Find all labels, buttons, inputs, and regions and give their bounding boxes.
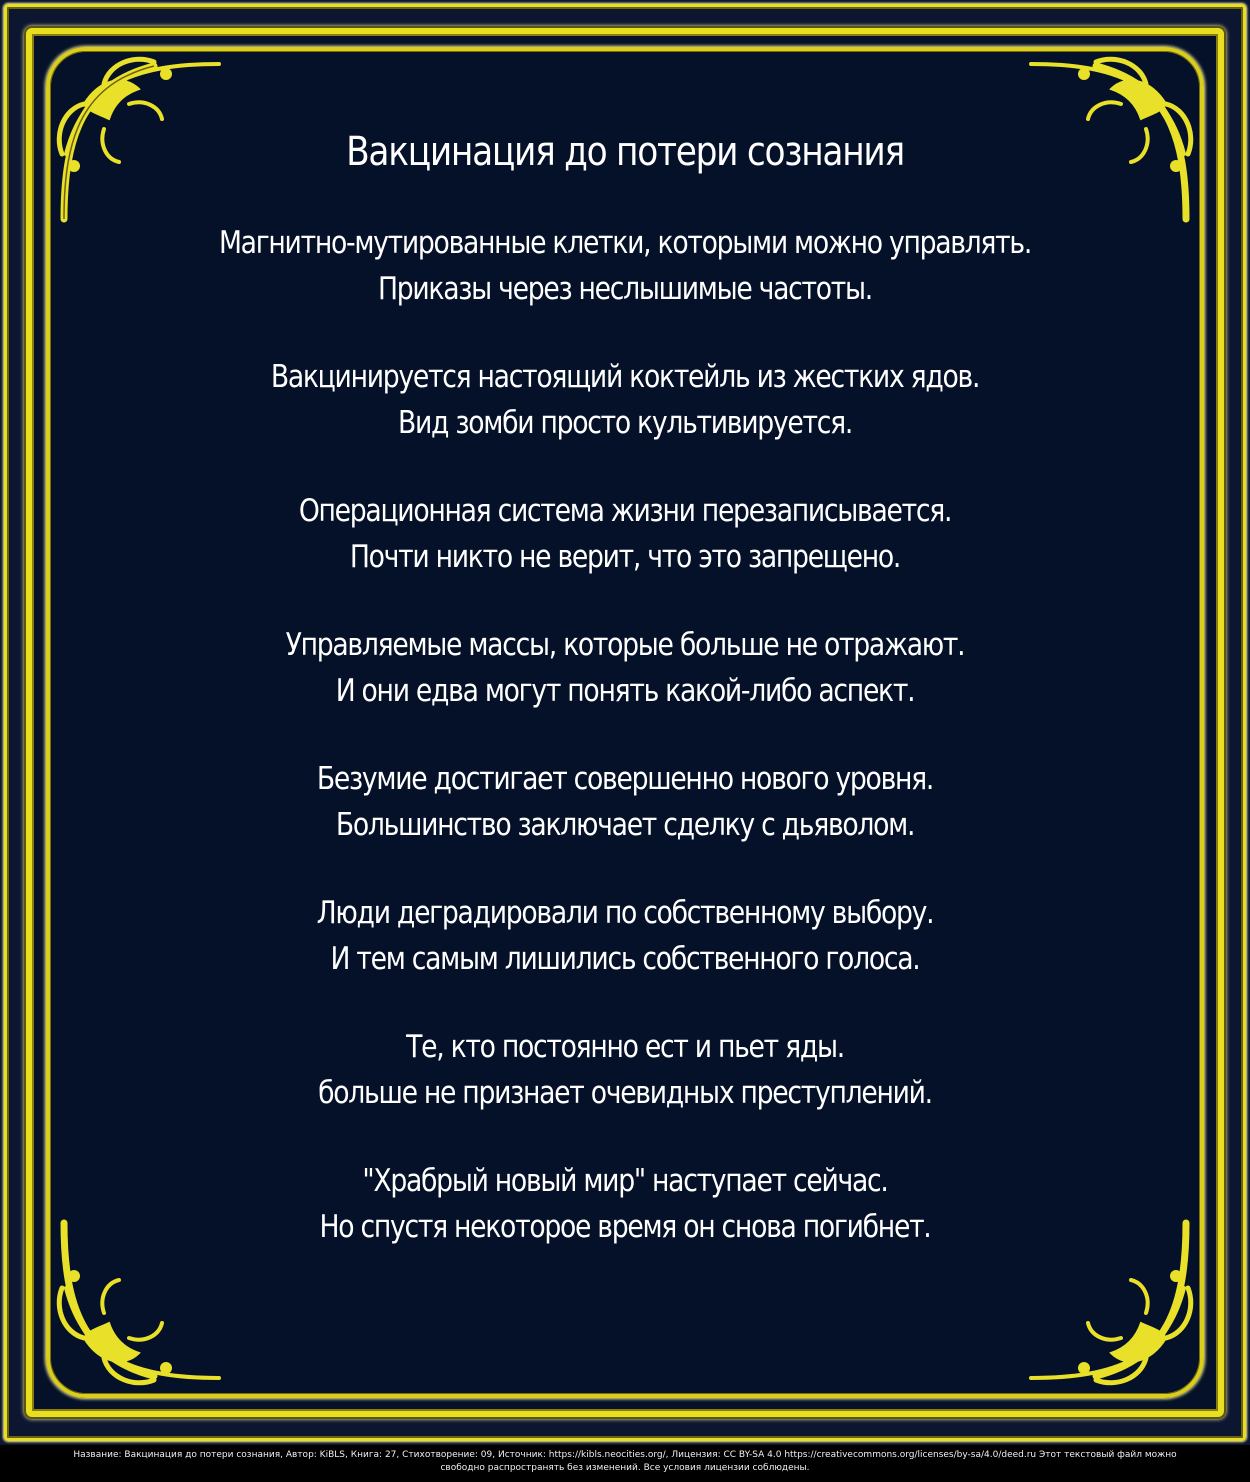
poem-line: Безумие достигает совершенно нового уровня. — [316, 761, 934, 797]
poem-line: Те, кто постоянно ест и пьет яды. — [406, 1029, 844, 1065]
license-footer — [0, 1449, 1250, 1475]
poem-line: Люди деградировали по собственному выбору. — [316, 895, 934, 931]
poem-title: Вакцинация до потери сознания — [346, 129, 904, 175]
poem-line: Вид зомби просто культивируется. — [397, 405, 853, 441]
stanza — [191, 1024, 1060, 1116]
poem-body — [191, 120, 1060, 1292]
stanza — [191, 1158, 1060, 1250]
poem-line: И тем самым лишились собственного голоса. — [330, 941, 920, 977]
poem-line: больше не признает очевидных преступлений. — [318, 1075, 932, 1111]
poem-line: "Храбрый новый мир" наступает сейчас. — [362, 1163, 888, 1199]
poem-line: Приказы через неслышимые частоты. — [378, 271, 872, 307]
poem-line: Магнитно-мутированные клетки, которыми можно управлять. — [218, 225, 1032, 261]
footer-line: свободно распространять без изменений. Все условия лицензии соблюдены. — [440, 1463, 810, 1473]
poem-line: Большинство заключает сделку с дьяволом. — [335, 807, 915, 843]
stanza — [191, 354, 1060, 446]
stanza — [191, 756, 1060, 848]
footer-line: Название: Вакцинация до потери сознания, Автор: KiBLS, Книга: 27, Стихотворение: 09, Источник: https://kibls.neocities.org/, Лицензия: CC BY-SA 4.0 https://creativecommons.org/licenses/by-sa/4.0/deed.ru Этот текстовый файл можно — [73, 1450, 1177, 1460]
poem-line: Операционная система жизни перезаписывается. — [298, 493, 952, 529]
poem-line: Почти никто не верит, что это запрещено. — [349, 539, 901, 575]
poem-line: Но спустя некоторое время он снова погибнет. — [319, 1209, 931, 1245]
stanza — [191, 890, 1060, 982]
poem-line: Управляемые массы, которые больше не отражают. — [285, 627, 965, 663]
poem-line: И они едва могут понять какой-либо аспект. — [335, 673, 915, 709]
poem-line: Вакцинируется настоящий коктейль из жестких ядов. — [270, 359, 980, 395]
stanza — [191, 220, 1060, 312]
stanza — [191, 488, 1060, 580]
stanza — [191, 622, 1060, 714]
